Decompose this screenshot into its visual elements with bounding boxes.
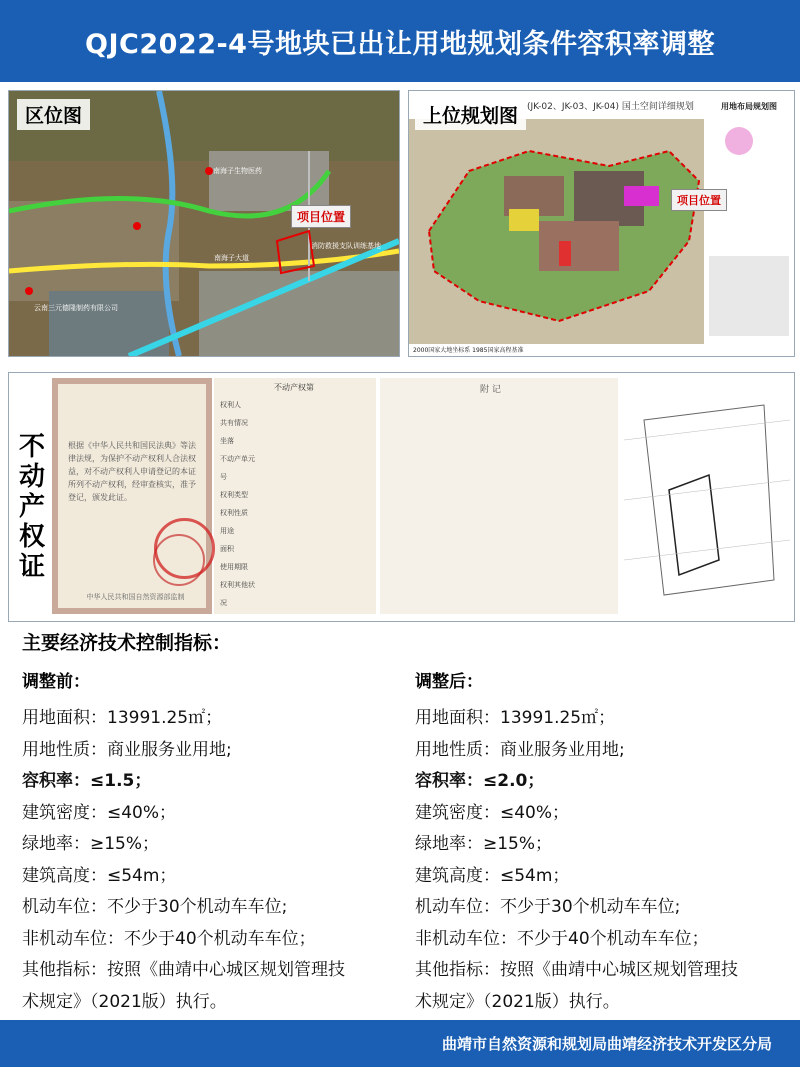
indicator-item: 术规定》（2021版）执行。 — [22, 991, 227, 1012]
before-indicator-list — [22, 703, 402, 1018]
indicator-item: 建筑高度：≤54m； — [415, 865, 570, 886]
before-heading: 调整前： — [22, 672, 90, 692]
location-map-project-marker: 项目位置 — [291, 205, 351, 228]
indicator-item: 用地面积：13991.25㎡； — [415, 708, 616, 728]
upper-plan-legend-title: 用地布局规划图 — [721, 102, 777, 111]
location-map-label: 区位图 — [17, 99, 90, 130]
indicator-item: 用地性质：商业服务业用地; — [415, 739, 625, 760]
red-seal-icon — [154, 518, 215, 579]
certificate-fields: 权利人 共有情况 坐落 不动产单元号 权利类型 权利性质 用途 面积 使用期限 权利其他状况 — [220, 401, 255, 607]
certificate-number-header: 不动产权第 — [274, 383, 314, 392]
indicator-item: 用地性质：商业服务业用地; — [22, 739, 232, 760]
upper-plan-panel — [408, 90, 795, 357]
certificate-issuer: 中华人民共和国自然资源部监制 — [86, 593, 185, 601]
indicator-item: 其他指标：按照《曲靖中心城区规划管理技 — [415, 960, 738, 980]
indicator-item: 其他指标：按照《曲靖中心城区规划管理技 — [22, 960, 345, 980]
certificate-label: 不 动 产 权 证 — [18, 432, 45, 582]
indicator-item: 用地面积：13991.25㎡； — [22, 708, 223, 728]
issuing-organization: 曲靖市自然资源和规划局曲靖经济技术开发区分局 — [441, 1035, 772, 1053]
upper-plan-project-marker: 项目位置 — [671, 189, 727, 211]
attached-note-heading: 附 记 — [480, 385, 501, 395]
upper-plan-caption: (JK-02、JK-03、JK-04) 国土空间详细规划 — [527, 102, 694, 112]
indicator-item: 非机动车位：不少于40个机动车车位； — [22, 928, 316, 949]
cadastral-drawing — [624, 380, 790, 614]
indicator-item: 非机动车位：不少于40个机动车车位； — [415, 928, 709, 949]
indicator-item: 建筑密度：≤40%； — [415, 802, 570, 823]
indicator-item: 绿地率：≥15%； — [22, 834, 160, 854]
indicator-item: 建筑密度：≤40%； — [22, 802, 177, 823]
page-footer — [0, 1020, 800, 1067]
indicator-item: 建筑高度：≤54m； — [22, 865, 177, 886]
indicator-item: 机动车位：不少于30个机动车车位; — [415, 897, 681, 917]
certificate-attached-page — [380, 378, 618, 614]
certificate-notice-text: 根据《中华人民共和国民法典》等法律法规，为保护不动产权利人合法权益，对不动产权利人申请登记的本证所列不动产权利，经审查核实，准予登记，颁发此证。 — [68, 441, 196, 502]
place-label: 南海子大道 — [214, 254, 249, 262]
place-label: 消防救援支队训练基地 — [311, 242, 381, 250]
indicator-item-far: 容积率：≤1.5； — [22, 771, 152, 791]
location-map-panel — [8, 90, 400, 357]
site-boundary-drawing — [624, 380, 790, 614]
indicator-item: 机动车位：不少于30个机动车车位; — [22, 897, 288, 917]
land-use-plan-image — [409, 91, 794, 356]
page-title: QJC2022-4号地块已出让用地规划条件容积率调整 — [85, 28, 715, 60]
indicator-item: 术规定》（2021版）执行。 — [415, 991, 620, 1012]
section-title: 主要经济技术控制指标： — [22, 632, 232, 654]
indicator-item-far: 容积率：≤2.0； — [415, 771, 545, 791]
place-label: 南海子生物医药 — [213, 167, 262, 175]
certificate-detail-page — [214, 378, 376, 614]
place-label: 云南三元德隆制药有限公司 — [34, 304, 118, 312]
after-heading: 调整后： — [415, 672, 483, 692]
upper-plan-note: 2000国家大地坐标系 1985国家高程基准 — [413, 347, 524, 354]
page-header — [0, 0, 800, 82]
upper-plan-label: 上位规划图 — [415, 99, 526, 130]
after-indicator-list — [415, 703, 795, 1018]
indicator-item: 绿地率：≥15%； — [415, 834, 553, 854]
